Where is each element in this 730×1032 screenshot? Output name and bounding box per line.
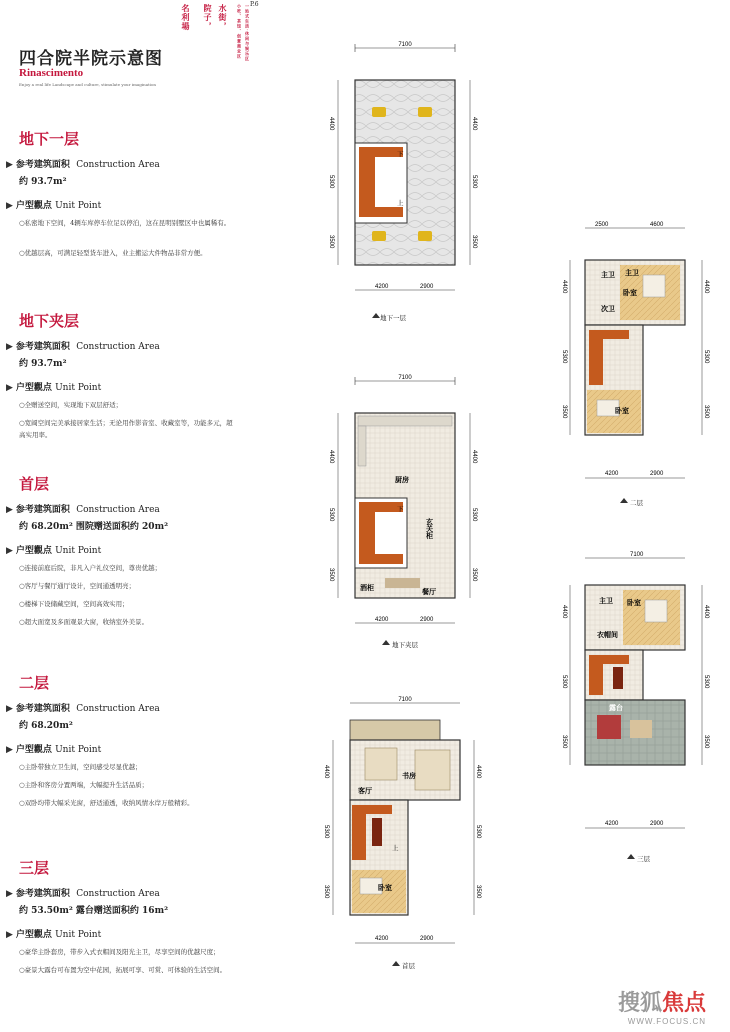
point-label-row	[6, 380, 101, 393]
area-value: 约 53.50m² 露台赠送面积约 16m²	[19, 906, 169, 916]
svg-text:2900: 2900	[420, 617, 434, 623]
ground-caption: 首层	[402, 963, 415, 970]
bullet-text: 客厅与餐厅通厅设计，空间通透明亮；	[24, 582, 136, 590]
svg-text:主卫: 主卫	[625, 268, 639, 277]
bullet-icon: ○	[19, 564, 25, 572]
svg-text:露台: 露台	[609, 703, 623, 712]
plan-ground	[323, 697, 481, 970]
svg-text:5300: 5300	[328, 508, 334, 522]
bullet-item	[19, 417, 234, 441]
svg-text:4200: 4200	[605, 471, 619, 477]
point-label: 户型觀点	[15, 745, 52, 755]
point-label: 户型觀点	[15, 201, 52, 211]
area-label-row	[6, 886, 160, 899]
header-tag-5: 一站式生活·休闲与娱乐区	[245, 4, 250, 62]
third-caption: 三层	[637, 856, 650, 863]
area-label: 参考建筑面积	[15, 889, 70, 899]
triangle-icon: ▶	[6, 160, 13, 170]
bullet-item	[19, 399, 234, 411]
svg-text:5300: 5300	[561, 350, 567, 364]
svg-text:3500: 3500	[561, 735, 567, 749]
svg-text:书房: 书房	[402, 771, 416, 780]
header-tag-1: 名利場	[181, 4, 191, 31]
svg-text:上: 上	[397, 200, 404, 207]
bullet-icon: ○	[19, 600, 25, 608]
bullet-text: 主卧带独立卫生间，空间感受尽显优越；	[24, 763, 142, 771]
svg-text:4400: 4400	[328, 117, 334, 131]
area-label-row	[6, 157, 160, 170]
section-heading: 三层	[19, 859, 50, 877]
svg-text:次卫: 次卫	[601, 304, 615, 313]
area-label-row	[6, 701, 160, 714]
svg-text:2900: 2900	[420, 284, 434, 290]
bullet-icon: ○	[19, 799, 25, 807]
triangle-icon: ▶	[6, 704, 13, 714]
area-label: 参考建筑面积	[15, 342, 70, 352]
triangle-icon: ▶	[6, 889, 13, 899]
point-label-en: Unit Point	[55, 745, 102, 755]
area-label-row	[6, 339, 160, 352]
svg-text:主卫: 主卫	[599, 596, 613, 605]
triangle-icon: ▶	[6, 383, 13, 393]
bullet-icon: ○	[19, 966, 25, 974]
svg-text:2500: 2500	[595, 222, 609, 228]
plan-b1	[328, 42, 477, 322]
triangle-icon: ▶	[6, 930, 13, 940]
bullet-icon: ○	[19, 582, 25, 590]
bullet-text: 主卧和客房分置两端，大幅提升生活品质；	[24, 781, 149, 789]
point-label: 户型觀点	[15, 930, 52, 940]
svg-text:7100: 7100	[630, 552, 644, 558]
section-heading: 地下夹层	[19, 312, 80, 330]
header-tag-4: 小吃、茶馆、创意商业区	[237, 4, 242, 59]
point-label: 户型觀点	[15, 383, 52, 393]
svg-text:卧室: 卧室	[378, 883, 392, 892]
bullet-icon: ○	[19, 419, 25, 427]
page-number: P.6	[250, 1, 259, 8]
triangle-icon: ▶	[6, 546, 13, 556]
svg-text:4400: 4400	[703, 605, 709, 619]
svg-text:4400: 4400	[471, 450, 477, 464]
bullet-icon: ○	[19, 781, 25, 789]
bullet-text: 全赠送空间，实现地下双层舒适；	[24, 401, 123, 409]
plan-third	[561, 552, 709, 863]
svg-text:上: 上	[392, 845, 399, 852]
triangle-icon: ▶	[6, 505, 13, 515]
area-label-en: Construction Area	[76, 889, 160, 899]
mezz-caption: 地下夹层	[392, 642, 418, 649]
point-label-row	[6, 742, 101, 755]
svg-text:2900: 2900	[650, 821, 664, 827]
tagline: Enjoy a real life Landscape and culture, stimulate your imagination	[19, 82, 156, 87]
bullet-item	[19, 761, 234, 773]
svg-text:衣帽间: 衣帽间	[597, 630, 618, 639]
svg-text:4200: 4200	[375, 284, 389, 290]
svg-text:3500: 3500	[328, 568, 334, 582]
plan-second	[561, 222, 709, 507]
header-tag-3: 水街，	[218, 4, 228, 31]
svg-text:4400: 4400	[561, 605, 567, 619]
svg-text:餐厅: 餐厅	[422, 587, 436, 596]
area-label: 参考建筑面积	[15, 505, 70, 515]
area-value: 约 93.7m²	[19, 177, 67, 187]
bullet-icon: ○	[19, 249, 25, 257]
bullet-item	[19, 946, 234, 958]
bullet-item	[19, 779, 234, 791]
section-heading: 二层	[19, 674, 50, 692]
section-heading: 地下一层	[19, 130, 80, 148]
triangle-icon: ▶	[6, 201, 13, 211]
bullet-text: 私密地下空间，4辆车库停车位足以停泊，这在昆明别墅区中也属稀有。	[24, 219, 231, 227]
bullet-item	[19, 580, 234, 592]
svg-text:4600: 4600	[650, 222, 664, 228]
svg-text:4400: 4400	[561, 280, 567, 294]
bullet-item	[19, 562, 234, 574]
car-icon	[372, 231, 386, 241]
svg-text:4400: 4400	[328, 450, 334, 464]
header-tag-2: 院子，	[203, 4, 213, 31]
point-label-en: Unit Point	[55, 546, 102, 556]
bullet-text: 宽阔空间完美承接居家生活；无论用作影音室、收藏室等，功能多元，超高实用率。	[19, 419, 233, 439]
svg-text:4200: 4200	[605, 821, 619, 827]
svg-text:7100: 7100	[398, 697, 412, 703]
bullet-text: 连接前庭后院，非凡入户礼仪空间，尊贵优越；	[24, 564, 162, 572]
svg-text:7100: 7100	[398, 375, 412, 381]
bullet-item	[19, 616, 234, 628]
area-label-en: Construction Area	[76, 704, 160, 714]
car-icon	[372, 107, 386, 117]
bullet-text: 双卧均带大幅采光窗，舒适通透，收纳风情水岸万般精彩。	[24, 799, 194, 807]
bullet-text: 优越层高，可满足轻型货车进入，业主搬运大件物品非常方便。	[24, 249, 207, 257]
triangle-icon: ▶	[6, 745, 13, 755]
svg-text:3500: 3500	[475, 885, 481, 899]
point-label-row	[6, 543, 101, 556]
svg-text:5300: 5300	[471, 508, 477, 522]
point-label: 户型觀点	[15, 546, 52, 556]
svg-text:2900: 2900	[650, 471, 664, 477]
svg-text:下: 下	[397, 506, 404, 513]
b1-caption: 地下一层	[380, 315, 406, 322]
area-label-row	[6, 502, 160, 515]
svg-text:5300: 5300	[328, 175, 334, 189]
plan-mezz	[328, 375, 477, 649]
bullet-item	[19, 964, 234, 976]
svg-text:3500: 3500	[703, 735, 709, 749]
svg-text:5300: 5300	[703, 350, 709, 364]
bullet-icon: ○	[19, 948, 25, 956]
svg-text:下: 下	[397, 151, 404, 158]
area-label-en: Construction Area	[76, 160, 160, 170]
bullet-icon: ○	[19, 401, 25, 409]
area-label-en: Construction Area	[76, 342, 160, 352]
point-label-en: Unit Point	[55, 383, 102, 393]
svg-text:3500: 3500	[328, 235, 334, 249]
b1-dim-top: 7100	[398, 42, 412, 48]
bullet-text: 豪景大露台可布置为空中花园，拓展可享、可赏、可体验的生活空间。	[24, 966, 227, 974]
svg-text:3500: 3500	[561, 405, 567, 419]
svg-text:主卫: 主卫	[601, 270, 615, 279]
svg-text:4200: 4200	[375, 617, 389, 623]
svg-text:3500: 3500	[471, 235, 477, 249]
area-value: 约 68.20m² 围院赠送面积约 20m²	[19, 522, 169, 532]
brand-name: Rinascimento	[19, 67, 84, 79]
watermark: 搜狐焦点 WWW.FOCUS.CN	[617, 990, 706, 1026]
svg-text:4400: 4400	[323, 765, 329, 779]
point-label-row	[6, 927, 101, 940]
svg-text:5300: 5300	[471, 175, 477, 189]
svg-text:3500: 3500	[471, 568, 477, 582]
area-label-en: Construction Area	[76, 505, 160, 515]
bullet-item	[19, 797, 234, 809]
bullet-item	[19, 217, 234, 229]
svg-text:酒柜: 酒柜	[360, 583, 374, 592]
svg-text:4200: 4200	[375, 936, 389, 942]
svg-text:卧室: 卧室	[627, 598, 641, 607]
bullet-text: 楼梯下设储藏空间，空间高效实用；	[24, 600, 129, 608]
svg-text:卧室: 卧室	[615, 406, 629, 415]
svg-text:5300: 5300	[561, 675, 567, 689]
svg-text:厨房: 厨房	[395, 475, 409, 484]
page-title: 四合院半院示意图	[19, 49, 163, 69]
bullet-icon: ○	[19, 219, 25, 227]
svg-text:4400: 4400	[471, 117, 477, 131]
car-icon	[418, 231, 432, 241]
area-label: 参考建筑面积	[15, 704, 70, 714]
section-heading: 首层	[19, 475, 50, 493]
svg-text:玄关柜: 玄关柜	[425, 518, 435, 539]
bullet-text: 超大面宽及多面观景大窗，收纳室外美景。	[24, 618, 149, 626]
second-caption: 二层	[630, 500, 643, 507]
bullet-item	[19, 598, 234, 610]
svg-text:4400: 4400	[475, 765, 481, 779]
svg-text:2900: 2900	[420, 936, 434, 942]
svg-text:卧室: 卧室	[623, 288, 637, 297]
svg-text:5300: 5300	[475, 825, 481, 839]
svg-text:4400: 4400	[703, 280, 709, 294]
bullet-icon: ○	[19, 763, 25, 771]
area-value: 约 93.7m²	[19, 359, 67, 369]
point-label-en: Unit Point	[55, 930, 102, 940]
floor-plans	[310, 35, 730, 1025]
area-label: 参考建筑面积	[15, 160, 70, 170]
bullet-item	[19, 247, 234, 259]
area-value: 约 68.20m²	[19, 721, 73, 731]
svg-text:5300: 5300	[703, 675, 709, 689]
bullet-text: 豪华主卧套房，带步入式衣帽间及阳光主卫，尽享空间的优越尺度；	[24, 948, 220, 956]
point-label-en: Unit Point	[55, 201, 102, 211]
svg-text:客厅: 客厅	[358, 786, 372, 795]
svg-text:5300: 5300	[323, 825, 329, 839]
car-icon	[418, 107, 432, 117]
svg-text:3500: 3500	[323, 885, 329, 899]
point-label-row	[6, 198, 101, 211]
triangle-icon: ▶	[6, 342, 13, 352]
svg-text:3500: 3500	[703, 405, 709, 419]
bullet-icon: ○	[19, 618, 25, 626]
